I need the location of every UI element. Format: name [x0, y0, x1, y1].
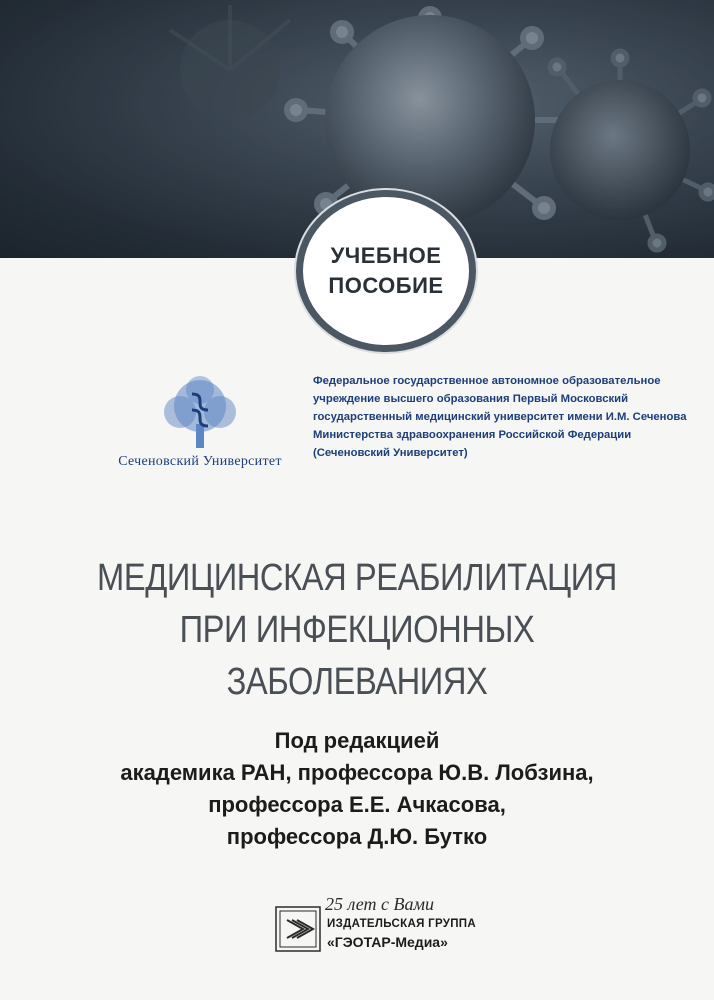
title-line-2: ПРИ ИНФЕКЦИОННЫХ ЗАБОЛЕВАНИЯХ — [179, 609, 535, 703]
badge-line-2: ПОСОБИЕ — [328, 273, 444, 298]
publisher-group: ИЗДАТЕЛЬСКАЯ ГРУППА — [327, 918, 476, 930]
institution-line: (Сеченовский Университет) — [313, 447, 468, 459]
title-line-1: МЕДИЦИНСКАЯ РЕАБИЛИТАЦИЯ — [97, 557, 617, 599]
editors-block — [0, 725, 714, 853]
textbook-badge — [296, 190, 476, 352]
book-title — [0, 552, 714, 708]
institution-line: Федеральное государственное автономное образовательное — [313, 375, 661, 387]
institution-line: государственный медицинский университет имени И.М. Сеченова — [313, 411, 687, 423]
geotar-mark-icon — [275, 906, 321, 952]
publisher-logo — [275, 888, 505, 968]
publisher-name: «ГЭОТАР-Медиа» — [327, 934, 448, 950]
logo-text: Сеченовский Университет — [118, 454, 282, 469]
sechenov-logo — [100, 370, 300, 480]
editors-line: академика РАН, профессора Ю.В. Лобзина, — [120, 760, 594, 785]
badge-line-1: УЧЕБНОЕ — [330, 243, 442, 268]
anniversary-text: 25 лет с Вами — [325, 894, 435, 914]
editors-line: Под редакцией — [274, 728, 440, 753]
institution-line: учреждение высшего образования Первый Московский — [313, 393, 629, 405]
editors-line: профессора Е.Е. Ачкасова, — [208, 792, 506, 817]
institution-block — [313, 372, 687, 462]
tree-logo-icon — [158, 376, 242, 452]
editors-line: профессора Д.Ю. Бутко — [226, 824, 488, 849]
institution-line: Министерства здравоохранения Российской Федерации — [313, 429, 632, 441]
